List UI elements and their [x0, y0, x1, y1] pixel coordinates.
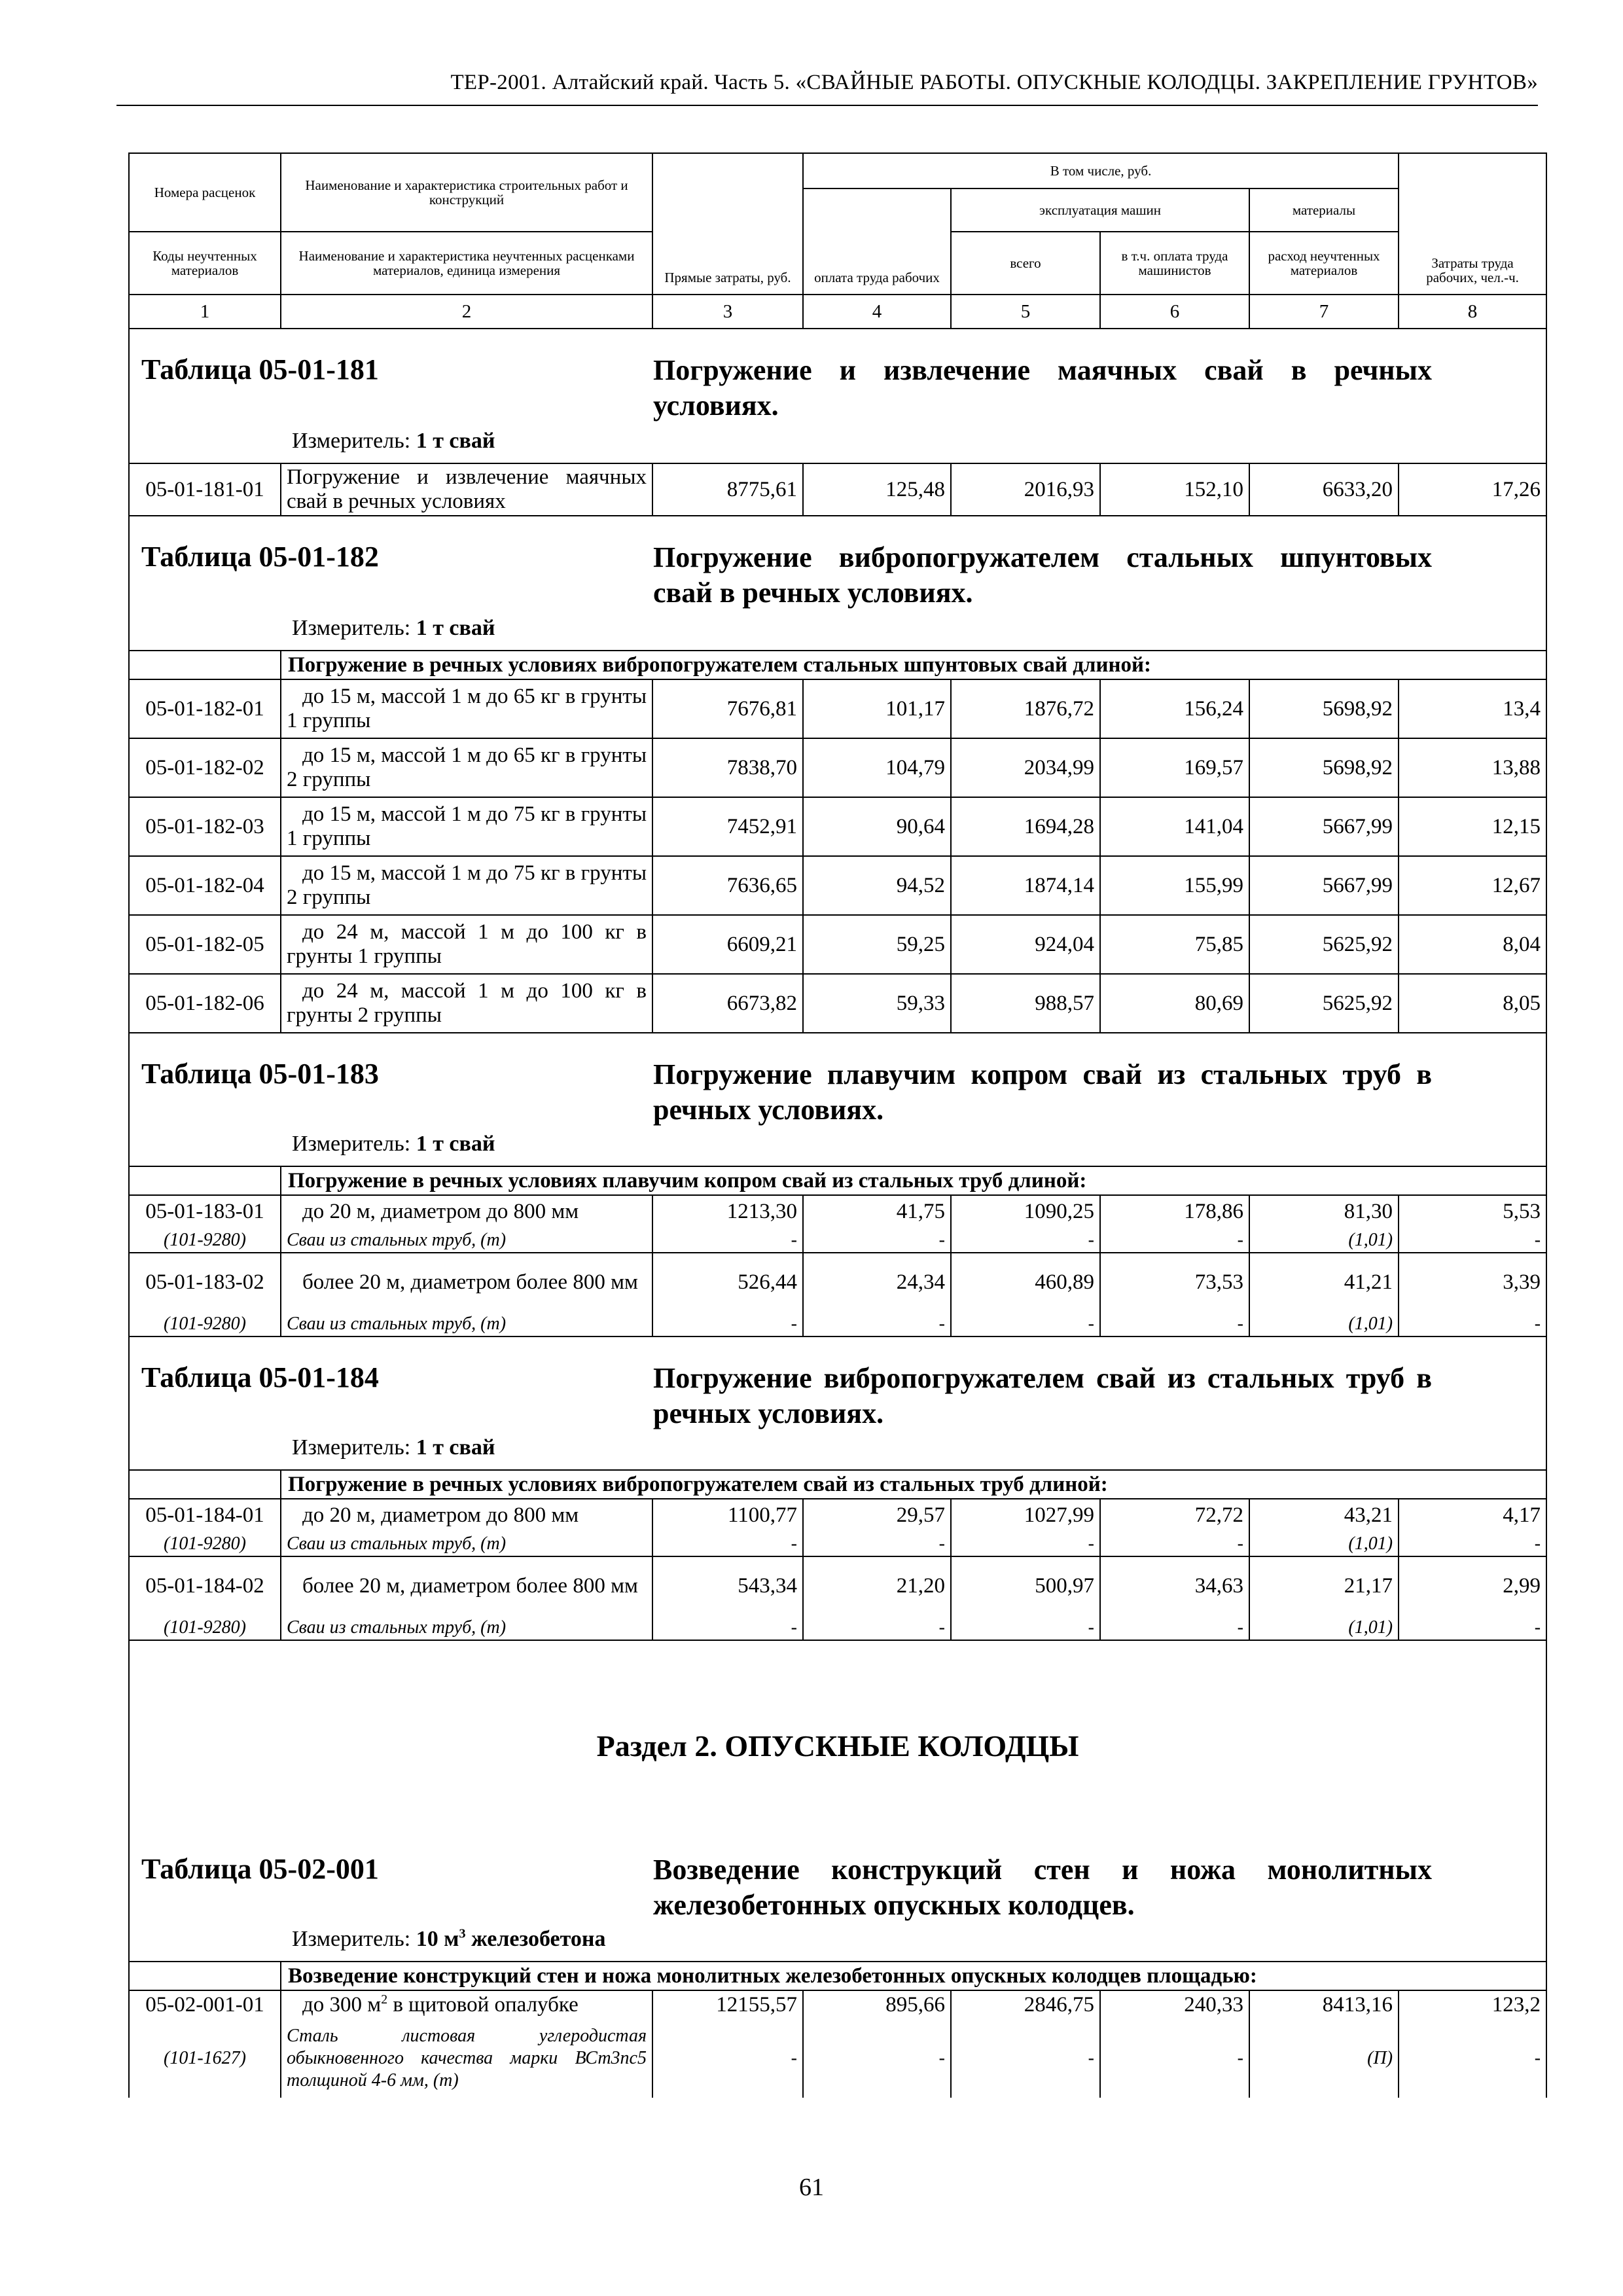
- direct-cost: 1213,30: [652, 1195, 803, 1228]
- direct-cost: -: [652, 1228, 803, 1253]
- material-row: [129, 1312, 1546, 1336]
- machines-total: -: [951, 1532, 1100, 1556]
- labor-hours: 2,99: [1399, 1556, 1546, 1615]
- direct-cost: 7676,81: [652, 679, 803, 738]
- labor-pay: 125,48: [803, 463, 951, 516]
- table-title: Погружение вибропогружателем свай из стальных труб в речных условиях.: [653, 1362, 1432, 1429]
- rate-code: 05-01-181-01: [129, 463, 281, 516]
- machinist-pay: 80,69: [1100, 974, 1249, 1033]
- material-row: [129, 1615, 1546, 1640]
- labor-pay: 41,75: [803, 1195, 951, 1228]
- col-index: 1: [129, 295, 281, 329]
- table-row: [129, 1253, 1546, 1312]
- col3-header: Прямые затраты, руб.: [652, 153, 803, 295]
- materials-cost: 6633,20: [1249, 463, 1399, 516]
- machinist-pay: 34,63: [1100, 1556, 1249, 1615]
- machinist-pay: 240,33: [1100, 1990, 1249, 2019]
- material-consumption: (П): [1249, 2019, 1399, 2098]
- table-row: [129, 974, 1546, 1033]
- machinist-pay: -: [1100, 1615, 1249, 1640]
- materials-cost: 8413,16: [1249, 1990, 1399, 2019]
- machines-total: 924,04: [951, 915, 1100, 974]
- table-row: [129, 738, 1546, 797]
- table-title: Погружение плавучим копром свай из стальных труб в речных условиях.: [653, 1058, 1432, 1126]
- machinist-pay: -: [1100, 1228, 1249, 1253]
- rate-code: 05-01-183-01: [129, 1195, 281, 1228]
- table-unit: Измеритель: 10 $м^3$ железобетона: [292, 1926, 606, 1951]
- machines-total: 460,89: [951, 1253, 1100, 1312]
- included-header: В том числе, руб.: [803, 153, 1399, 188]
- labor-hours: 8,05: [1399, 974, 1546, 1033]
- direct-cost: 526,44: [652, 1253, 803, 1312]
- table-number: Таблица 05-01-181: [141, 353, 379, 386]
- direct-cost: 7636,65: [652, 856, 803, 915]
- rate-code: 05-01-182-02: [129, 738, 281, 797]
- machines-total: 1027,99: [951, 1499, 1100, 1532]
- table-unit: Измеритель: 1 т свай: [292, 616, 495, 640]
- machines-total: 2034,99: [951, 738, 1100, 797]
- table-unit: Измеритель: 1 т свай: [292, 429, 495, 453]
- direct-cost: 7452,91: [652, 797, 803, 856]
- labor-pay: -: [803, 1615, 951, 1640]
- labor-pay: 29,57: [803, 1499, 951, 1532]
- labor-pay: 90,64: [803, 797, 951, 856]
- machines-total: -: [951, 1312, 1100, 1336]
- labor-pay: -: [803, 1532, 951, 1556]
- material-code: (101-9280): [129, 1228, 281, 1253]
- labor-hours: 13,4: [1399, 679, 1546, 738]
- materials-cost: 81,30: [1249, 1195, 1399, 1228]
- col7-header: расход неучтенных материалов: [1249, 232, 1399, 295]
- col2-bottom-header: Наименование и характеристика неучтенных расценками материалов, единица измерения: [281, 232, 652, 295]
- machines-total: 988,57: [951, 974, 1100, 1033]
- materials-cost: 21,17: [1249, 1556, 1399, 1615]
- rate-code: 05-02-001-01: [129, 1990, 281, 2019]
- labor-pay: -: [803, 2019, 951, 2098]
- rate-name: до 24 м, массой 1 м до 100 кг в грунты 2 группы: [281, 974, 652, 1033]
- labor-hours: -: [1399, 1615, 1546, 1640]
- labor-hours: 8,04: [1399, 915, 1546, 974]
- materials-cost: 41,21: [1249, 1253, 1399, 1312]
- labor-pay: 59,25: [803, 915, 951, 974]
- labor-hours: -: [1399, 1228, 1546, 1253]
- material-name: Сваи из стальных труб, (т): [281, 1615, 652, 1640]
- direct-cost: -: [652, 1312, 803, 1336]
- labor-hours: 4,17: [1399, 1499, 1546, 1532]
- labor-pay: 104,79: [803, 738, 951, 797]
- labor-pay: -: [803, 1312, 951, 1336]
- material-consumption: (1,01): [1249, 1615, 1399, 1640]
- material-row: [129, 2019, 1546, 2098]
- labor-hours: 3,39: [1399, 1253, 1546, 1312]
- labor-hours: 5,53: [1399, 1195, 1546, 1228]
- labor-pay: 94,52: [803, 856, 951, 915]
- machinist-pay: 72,72: [1100, 1499, 1249, 1532]
- rate-code: 05-01-183-02: [129, 1253, 281, 1312]
- labor-pay: 59,33: [803, 974, 951, 1033]
- machines-total: -: [951, 1228, 1100, 1253]
- table-number: Таблица 05-02-001: [141, 1853, 379, 1885]
- machines-total: 1876,72: [951, 679, 1100, 738]
- machinist-pay: -: [1100, 1532, 1249, 1556]
- material-consumption: (1,01): [1249, 1532, 1399, 1556]
- labor-hours: -: [1399, 1312, 1546, 1336]
- rate-name: до 20 м, диаметром до 800 мм: [281, 1195, 652, 1228]
- machines-header: эксплуатация машин: [951, 188, 1249, 232]
- materials-cost: 5698,92: [1249, 679, 1399, 738]
- col-index: 4: [803, 295, 951, 329]
- table-row: [129, 915, 1546, 974]
- material-row: [129, 1228, 1546, 1253]
- material-code: (101-9280): [129, 1615, 281, 1640]
- col-index: 5: [951, 295, 1100, 329]
- labor-hours: 12,67: [1399, 856, 1546, 915]
- rates-table: [128, 152, 1547, 2098]
- table-unit: Измеритель: 1 т свай: [292, 1132, 495, 1156]
- labor-pay: 895,66: [803, 1990, 951, 2019]
- labor-pay: 101,17: [803, 679, 951, 738]
- table-row: [129, 1556, 1546, 1615]
- table-row: [129, 1195, 1546, 1228]
- header-rule: [116, 105, 1538, 106]
- col8-header: Затраты труда рабочих, чел.-ч.: [1399, 153, 1546, 295]
- col5-header: всего: [951, 232, 1100, 295]
- table-row: [129, 463, 1546, 516]
- table-title: Возведение конструкций стен и ножа монолитных железобетонных опускных колодцев.: [653, 1854, 1432, 1921]
- col6-header: в т.ч. оплата труда машинистов: [1100, 232, 1249, 295]
- rate-code: 05-01-182-06: [129, 974, 281, 1033]
- table-unit: Измеритель: 1 т свай: [292, 1435, 495, 1460]
- table-number: Таблица 05-01-183: [141, 1058, 379, 1090]
- direct-cost: -: [652, 2019, 803, 2098]
- direct-cost: 1100,77: [652, 1499, 803, 1532]
- machinist-pay: 73,53: [1100, 1253, 1249, 1312]
- material-name: Сваи из стальных труб, (т): [281, 1228, 652, 1253]
- machines-total: 1694,28: [951, 797, 1100, 856]
- labor-hours: -: [1399, 1532, 1546, 1556]
- group-subheader: Погружение в речных условиях плавучим копром свай из стальных труб длиной:: [281, 1166, 1546, 1195]
- table-row: [129, 856, 1546, 915]
- machinist-pay: 156,24: [1100, 679, 1249, 738]
- labor-hours: 12,15: [1399, 797, 1546, 856]
- machines-total: -: [951, 1615, 1100, 1640]
- machinist-pay: 75,85: [1100, 915, 1249, 974]
- labor-pay: 24,34: [803, 1253, 951, 1312]
- rate-code: 05-01-182-04: [129, 856, 281, 915]
- machines-total: 2016,93: [951, 463, 1100, 516]
- rate-code: 05-01-182-01: [129, 679, 281, 738]
- group-subheader: Погружение в речных условиях вибропогружателем свай из стальных труб длиной:: [281, 1470, 1546, 1499]
- rate-name: Погружение и извлечение маячных свай в речных условиях: [281, 463, 652, 516]
- col-index: 6: [1100, 295, 1249, 329]
- material-code: (101-1627): [129, 2019, 281, 2098]
- material-name: Сваи из стальных труб, (т): [281, 1532, 652, 1556]
- direct-cost: 7838,70: [652, 738, 803, 797]
- machines-total: -: [951, 2019, 1100, 2098]
- table-heading-05-01-184: [129, 1336, 1546, 1470]
- machinist-pay: -: [1100, 1312, 1249, 1336]
- direct-cost: 8775,61: [652, 463, 803, 516]
- material-consumption: (1,01): [1249, 1312, 1399, 1336]
- table-heading-05-02-001: [129, 1801, 1546, 1962]
- material-name: Сталь листовая углеродистая обыкновенного качества марки ВСт3пс5 толщиной 4-6 мм, (т): [281, 2019, 652, 2098]
- col-index: 7: [1249, 295, 1399, 329]
- rate-code: 05-01-184-01: [129, 1499, 281, 1532]
- rate-code: 05-01-182-03: [129, 797, 281, 856]
- machines-total: 2846,75: [951, 1990, 1100, 2019]
- materials-cost: 43,21: [1249, 1499, 1399, 1532]
- direct-cost: -: [652, 1615, 803, 1640]
- labor-pay: -: [803, 1228, 951, 1253]
- machines-total: 500,97: [951, 1556, 1100, 1615]
- labor-pay: 21,20: [803, 1556, 951, 1615]
- machinist-pay: 155,99: [1100, 856, 1249, 915]
- machinist-pay: 152,10: [1100, 463, 1249, 516]
- direct-cost: 543,34: [652, 1556, 803, 1615]
- rates-table-frame: [128, 152, 1541, 2098]
- table-row: [129, 797, 1546, 856]
- rate-name: до 15 м, массой 1 м до 65 кг в грунты 2 группы: [281, 738, 652, 797]
- table-heading-05-01-182: [129, 516, 1546, 651]
- labor-hours: 123,2: [1399, 1990, 1546, 2019]
- rate-name: до 15 м, массой 1 м до 65 кг в грунты 1 группы: [281, 679, 652, 738]
- materials-cost: 5667,99: [1249, 856, 1399, 915]
- machinist-pay: 178,86: [1100, 1195, 1249, 1228]
- table-row: [129, 1990, 1546, 2019]
- col1-bottom-header: Коды неучтенных материалов: [129, 232, 281, 295]
- rate-code: 05-01-182-05: [129, 915, 281, 974]
- rate-name: до 24 м, массой 1 м до 100 кг в грунты 1 группы: [281, 915, 652, 974]
- machines-total: 1874,14: [951, 856, 1100, 915]
- materials-cost: 5667,99: [1249, 797, 1399, 856]
- materials-cost: 5625,92: [1249, 974, 1399, 1033]
- group-subheader: Погружение в речных условиях вибропогружателем стальных шпунтовых свай длиной:: [281, 651, 1546, 679]
- machinist-pay: 141,04: [1100, 797, 1249, 856]
- machinist-pay: -: [1100, 2019, 1249, 2098]
- direct-cost: 12155,57: [652, 1990, 803, 2019]
- direct-cost: -: [652, 1532, 803, 1556]
- rate-name: до 300 $м^2$ в щитовой опалубке: [281, 1990, 652, 2019]
- rate-code: 05-01-184-02: [129, 1556, 281, 1615]
- col-index: 8: [1399, 295, 1546, 329]
- table-row: [129, 1499, 1546, 1532]
- labor-hours: -: [1399, 2019, 1546, 2098]
- running-header: ТЕР-2001. Алтайский край. Часть 5. «СВАЙНЫЕ РАБОТЫ. ОПУСКНЫЕ КОЛОДЦЫ. ЗАКРЕПЛЕНИЕ ГРУНТОВ»: [450, 71, 1538, 94]
- material-row: [129, 1532, 1546, 1556]
- page-number: 61: [799, 2174, 824, 2201]
- rate-name: до 15 м, массой 1 м до 75 кг в грунты 1 группы: [281, 797, 652, 856]
- rate-name: до 20 м, диаметром до 800 мм: [281, 1499, 652, 1532]
- material-code: (101-9280): [129, 1532, 281, 1556]
- section-title: Раздел 2. ОПУСКНЫЕ КОЛОДЦЫ: [129, 1640, 1546, 1801]
- direct-cost: 6673,82: [652, 974, 803, 1033]
- col-index: 2: [281, 295, 652, 329]
- rate-name: более 20 м, диаметром более 800 мм: [281, 1556, 652, 1615]
- col1-top-header: Номера расценок: [129, 153, 281, 232]
- machines-total: 1090,25: [951, 1195, 1100, 1228]
- machinist-pay: 169,57: [1100, 738, 1249, 797]
- table-heading-05-01-183: [129, 1033, 1546, 1166]
- col2-top-header: Наименование и характеристика строительных работ и конструкций: [281, 153, 652, 232]
- table-row: [129, 679, 1546, 738]
- table-number: Таблица 05-01-182: [141, 541, 379, 573]
- group-subheader: Возведение конструкций стен и ножа монолитных железобетонных опускных колодцев площадью:: [281, 1962, 1546, 1990]
- material-name: Сваи из стальных труб, (т): [281, 1312, 652, 1336]
- rate-name: более 20 м, диаметром более 800 мм: [281, 1253, 652, 1312]
- table-title: Погружение и извлечение маячных свай в речных условиях.: [653, 354, 1432, 422]
- material-consumption: (1,01): [1249, 1228, 1399, 1253]
- table-number: Таблица 05-01-184: [141, 1361, 379, 1393]
- table-heading-05-01-181: [129, 329, 1546, 463]
- materials-header: материалы: [1249, 188, 1399, 232]
- col-index: 3: [652, 295, 803, 329]
- labor-hours: 13,88: [1399, 738, 1546, 797]
- materials-cost: 5698,92: [1249, 738, 1399, 797]
- table-title: Погружение вибропогружателем стальных шпунтовых свай в речных условиях.: [653, 541, 1432, 609]
- col4-header: оплата труда рабочих: [803, 188, 951, 295]
- rate-name: до 15 м, массой 1 м до 75 кг в грунты 2 группы: [281, 856, 652, 915]
- material-code: (101-9280): [129, 1312, 281, 1336]
- direct-cost: 6609,21: [652, 915, 803, 974]
- materials-cost: 5625,92: [1249, 915, 1399, 974]
- labor-hours: 17,26: [1399, 463, 1546, 516]
